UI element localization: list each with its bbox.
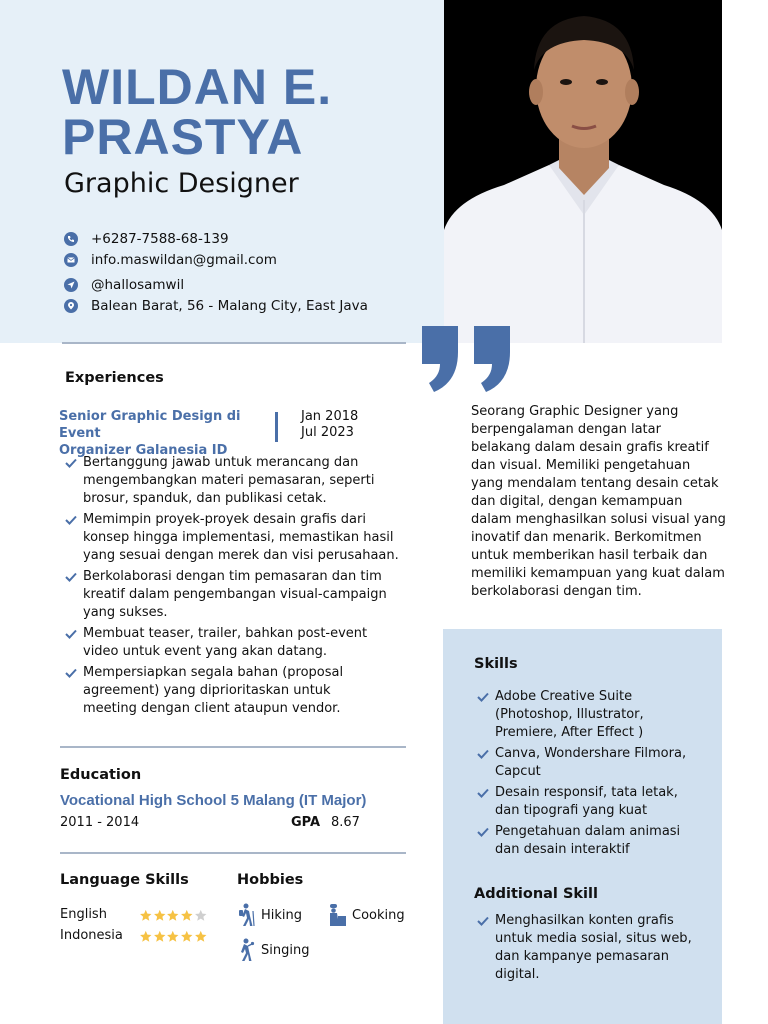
list-item <box>60 625 410 661</box>
check-icon <box>65 514 77 526</box>
hobbies-heading: Hobbies <box>237 872 304 888</box>
list-item-line: meeting dengan client ataupun vendor. <box>83 701 341 716</box>
contact-phone <box>64 231 404 247</box>
about-line: berpengalaman dengan latar <box>471 422 661 437</box>
list-item-line: yang sesuai dengan merek dan visi perusahaan. <box>83 548 399 563</box>
list-item <box>60 568 410 622</box>
experiences-heading: Experiences <box>65 370 164 386</box>
name-line-2: PRASTYA <box>62 109 304 165</box>
job-role: Graphic Designer <box>64 168 299 199</box>
skills-list <box>472 688 712 862</box>
email-icon <box>64 253 78 267</box>
list-item-line: Adobe Creative Suite <box>495 689 633 704</box>
list-item-line: brosur, spanduk, dan publikasi cetak. <box>83 491 327 506</box>
list-item-line: Menghasilkan konten grafis <box>495 913 674 928</box>
name-heading <box>62 59 333 165</box>
about-line: dan visual. Memiliki pengetahuan <box>471 458 691 473</box>
list-item-line: (Photoshop, Illustrator, <box>495 707 644 722</box>
about-line: berkolaborasi dengan tim. <box>471 584 642 599</box>
list-item-line: mengembangkan materi pemasaran, seperti <box>83 473 375 488</box>
additional-skill-list <box>472 912 712 987</box>
contact-email-text: info.maswildan@gmail.com <box>91 252 277 268</box>
about-line: yang mendalam tentang desain cetak <box>471 476 719 491</box>
cooking-icon <box>327 903 347 927</box>
language-name: English <box>60 907 107 922</box>
list-item-line: kreatif dalam pengembangan visual-campaign <box>83 587 387 602</box>
about-line: dan digital, dengan kemampuan <box>471 494 683 509</box>
list-item-line: Premiere, After Effect ) <box>495 725 644 740</box>
language-rating <box>139 909 207 922</box>
list-item-line: dan desain interaktif <box>495 842 630 857</box>
check-icon <box>65 667 77 679</box>
contact-email <box>64 252 404 268</box>
check-icon <box>477 787 489 799</box>
list-item-line: Mempersiapkan segala bahan (proposal <box>83 665 344 680</box>
hobby-singing <box>236 938 309 962</box>
list-item-line: Bertanggung jawab untuk merancang dan <box>83 455 359 470</box>
list-item-line: agreement) yang diprioritaskan untuk <box>83 683 331 698</box>
contact-address-text: Balean Barat, 56 - Malang City, East Java <box>91 298 368 314</box>
list-item-line: Berkolaborasi dengan tim pemasaran dan tim <box>83 569 382 584</box>
list-item-line: dan tipografi yang kuat <box>495 803 648 818</box>
list-item <box>472 688 712 742</box>
education-school: Vocational High School 5 Malang (IT Major) <box>60 792 367 809</box>
list-item-line: untuk media sosial, situs web, <box>495 931 692 946</box>
list-item <box>472 912 712 984</box>
about-line: untuk memberikan hasil terbaik dan <box>471 548 708 563</box>
job-date-start: Jan 2018 <box>301 409 359 424</box>
list-item-line: Memimpin proyek-proyek desain grafis dari <box>83 512 366 527</box>
contact-social <box>64 277 404 293</box>
hobby-cooking <box>327 903 405 927</box>
job-title <box>59 408 269 459</box>
profile-photo <box>444 0 722 343</box>
education-years: 2011 - 2014 <box>60 815 140 830</box>
check-icon <box>477 826 489 838</box>
check-icon <box>65 628 77 640</box>
list-item <box>60 454 410 508</box>
gpa-value: 8.67 <box>331 815 360 830</box>
list-item <box>472 745 712 781</box>
contact-address <box>64 298 404 314</box>
language-name: Indonesia <box>60 928 123 943</box>
star-icon <box>153 930 167 943</box>
about-line: Seorang Graphic Designer yang <box>471 404 679 419</box>
list-item-line: digital. <box>495 967 540 982</box>
star-icon <box>139 909 153 922</box>
hobby-hiking <box>236 903 302 927</box>
star-icon <box>166 930 180 943</box>
job-date-end: Jul 2023 <box>301 425 354 440</box>
check-icon <box>65 457 77 469</box>
location-icon <box>64 299 78 313</box>
list-item-line: konsep hingga implementasi, memastikan hasil <box>83 530 394 545</box>
check-icon <box>477 691 489 703</box>
hiking-icon <box>236 903 256 927</box>
star-icon <box>139 930 153 943</box>
about-line: belakang dalam desain grafis kreatif <box>471 440 709 455</box>
check-icon <box>477 748 489 760</box>
singing-icon <box>236 938 256 962</box>
name-line-1: WILDAN E. <box>62 59 333 115</box>
experience-list <box>60 454 410 721</box>
star-icon <box>153 909 167 922</box>
job-title-line: Organizer Galanesia ID <box>59 443 228 458</box>
quote-mark-icon <box>422 326 514 392</box>
star-icon <box>166 909 180 922</box>
list-item-line: Desain responsif, tata letak, <box>495 785 678 800</box>
job-dates <box>301 409 358 441</box>
star-icon <box>180 930 194 943</box>
language-heading: Language Skills <box>60 872 189 888</box>
skills-heading: Skills <box>474 656 518 672</box>
list-item <box>60 664 410 718</box>
hobby-label: Cooking <box>352 907 405 923</box>
divider <box>60 852 406 854</box>
job-title-line: Senior Graphic Design di Event <box>59 409 241 441</box>
gpa-label: GPA <box>291 815 321 830</box>
check-icon <box>65 571 77 583</box>
hobby-label: Singing <box>261 942 310 958</box>
list-item-line: Membuat teaser, trailer, bahkan post-event <box>83 626 368 641</box>
star-icon <box>194 909 208 922</box>
about-summary <box>471 403 731 601</box>
list-item-line: Canva, Wondershare Filmora, <box>495 746 687 761</box>
star-icon <box>194 930 208 943</box>
list-item-line: yang sukses. <box>83 605 168 620</box>
list-item <box>60 511 410 565</box>
check-icon <box>477 915 489 927</box>
list-item-line: dan kampanye pemasaran <box>495 949 669 964</box>
list-item <box>472 784 712 820</box>
list-item-line: video untuk event yang akan datang. <box>83 644 328 659</box>
education-heading: Education <box>60 767 142 783</box>
additional-skill-heading: Additional Skill <box>474 886 598 902</box>
about-line: dalam menghasilkan solusi visual yang <box>471 512 726 527</box>
hobby-label: Hiking <box>261 907 303 923</box>
social-icon <box>64 278 78 292</box>
divider <box>62 342 406 344</box>
list-item <box>472 823 712 859</box>
about-line: inovatif dan menarik. Berkomitmen <box>471 530 702 545</box>
contact-social-text: @hallosamwil <box>91 277 185 293</box>
list-item-line: Pengetahuan dalam animasi <box>495 824 681 839</box>
phone-icon <box>64 232 78 246</box>
about-line: memiliki kemampuan yang kuat dalam <box>471 566 725 581</box>
contact-phone-text: +6287-7588-68-139 <box>91 231 229 247</box>
star-icon <box>180 909 194 922</box>
list-item-line: Capcut <box>495 764 541 779</box>
job-divider-bar <box>275 412 278 442</box>
language-rating <box>139 930 207 943</box>
divider <box>60 746 406 748</box>
